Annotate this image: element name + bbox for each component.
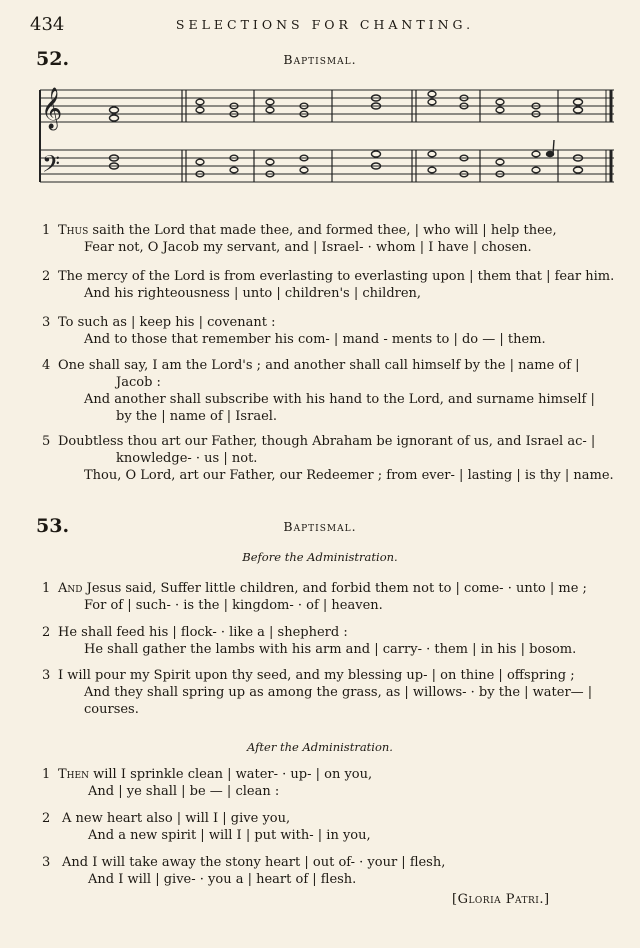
verse-first-word: And <box>58 581 83 596</box>
running-title: SELECTIONS FOR CHANTING. <box>175 17 475 32</box>
chant-53-title: Baptismal. <box>283 519 357 534</box>
verse-first-word: Then <box>58 767 89 782</box>
verse-line: A new heart also | will I | give you, <box>62 811 291 826</box>
verse-line: And a new spirit | will I | put with- | in you, <box>88 828 371 843</box>
verse-line: He shall gather the lambs with his arm and | carry- · them | in his | bosom. <box>84 642 577 657</box>
verse-number: 4 <box>42 358 51 373</box>
verse-number: 3 <box>42 315 51 330</box>
verse-number: 5 <box>42 434 51 449</box>
verse-number: 1 <box>42 581 51 596</box>
gloria-patri-reference: [Gloria Patri.] <box>452 892 550 907</box>
verse-number: 2 <box>42 269 51 284</box>
verse-line: He shall feed his | flock- · like a | shepherd : <box>58 625 348 640</box>
verse-line: And I will | give- · you a | heart of | flesh. <box>88 872 357 887</box>
after-administration-heading: After the Administration. <box>247 740 393 754</box>
staff-lines <box>40 90 614 182</box>
verse-line: The mercy of the Lord is from everlasting to everlasting upon | them that | fear him. <box>58 269 615 284</box>
verse-number: 3 <box>42 855 51 870</box>
verse-number: 1 <box>42 223 51 238</box>
barlines <box>40 90 611 182</box>
verse-line-continuation: courses. <box>84 702 139 717</box>
page-number: 434 <box>30 14 65 35</box>
verse-line: Thou, O Lord, art our Father, our Redeemer ; from ever- | lasting | is thy | name. <box>84 468 614 483</box>
chant-53-number: 53. <box>36 515 70 537</box>
verse-line: To such as | keep his | covenant : <box>58 315 276 330</box>
verse-first-word: Thus <box>58 223 89 238</box>
treble-clef-icon: 𝄞 <box>41 88 63 129</box>
verse-line: Doubtless thou art our Father, though Abraham be ignorant of us, and Israel ac- | <box>58 434 596 449</box>
verse-line: And another shall subscribe with his hand to the Lord, and surname himself | <box>84 392 595 407</box>
verse-number: 2 <box>42 625 51 640</box>
verse-line: For of | such- · is the | kingdom- · of | heaven. <box>84 598 383 613</box>
page-header <box>30 14 620 36</box>
before-administration-heading: Before the Administration. <box>242 550 398 564</box>
chant-52-title: Baptismal. <box>283 52 357 67</box>
verse-line: One shall say, I am the Lord's ; and another shall call himself by the | name of | <box>58 358 580 373</box>
verse-line: And they shall spring up as among the grass, as | willows- · by the | water— | <box>84 685 593 700</box>
verse-line-continuation: Jacob : <box>116 375 161 390</box>
verse-line: And his righteousness | unto | children's | children, <box>84 286 422 301</box>
verse-line-continuation: knowledge- · us | not. <box>116 451 258 466</box>
verse-line: will I sprinkle clean | water- · up- | on you, <box>88 767 373 782</box>
verse-line: I will pour my Spirit upon thy seed, and my blessing up- | on thine | offspring ; <box>58 668 575 683</box>
chant-52-number: 52. <box>36 48 70 70</box>
verse-line: And | ye shall | be — | clean : <box>88 784 280 799</box>
verse-line-continuation: by the | name of | Israel. <box>116 409 278 424</box>
verse-line: Fear not, O Jacob my servant, and | Israel- · whom | I have | chosen. <box>84 240 532 255</box>
verse-number: 2 <box>42 811 51 826</box>
notes <box>110 91 583 177</box>
music-score-chant-52 <box>36 84 616 192</box>
verse-line: saith the Lord that made thee, and formed thee, | who will | help thee, <box>88 223 557 238</box>
verse-line: And to those that remember his com- | mand - ments to | do — | them. <box>84 332 546 347</box>
bass-clef-icon: 𝄢 <box>42 150 61 183</box>
verse-number: 3 <box>42 668 51 683</box>
verse-line: Jesus said, Suffer little children, and forbid them not to | come- · unto | me ; <box>82 581 587 596</box>
verse-line: And I will take away the stony heart | out of- · your | flesh, <box>62 855 446 870</box>
verse-number: 1 <box>42 767 51 782</box>
